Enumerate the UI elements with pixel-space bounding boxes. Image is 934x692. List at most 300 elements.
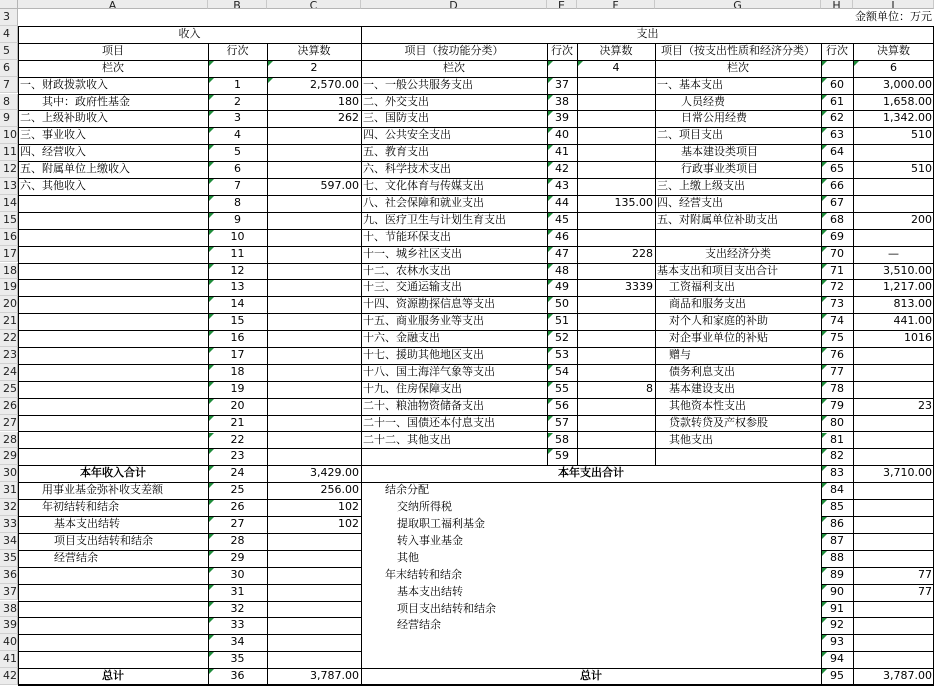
expense-econ-row-no[interactable]: 80	[830, 415, 844, 429]
expense-econ-amount[interactable]: 1,217.00	[883, 280, 932, 294]
expense-summary-label[interactable]	[361, 651, 821, 668]
income-item-label[interactable]	[18, 364, 208, 381]
expense-summary-amount[interactable]	[853, 516, 934, 533]
expense-summary-row-no[interactable]: 95	[830, 669, 844, 683]
income-item-label[interactable]: 年初结转和结余	[42, 500, 119, 514]
row-header[interactable]: 5	[0, 43, 18, 60]
expense-econ-row-no[interactable]: 68	[830, 212, 844, 226]
expense-func-amount[interactable]	[577, 77, 655, 94]
expense-econ-amount[interactable]: 200	[911, 212, 932, 226]
expense-func-row-no[interactable]: 55	[555, 381, 569, 395]
expense-summary-amount[interactable]	[853, 634, 934, 651]
expense-func-label[interactable]: 十四、资源勘探信息等支出	[363, 297, 495, 311]
expense-summary-label[interactable]: 经营结余	[397, 618, 441, 632]
expense-econ-label[interactable]: 支出经济分类	[705, 246, 771, 260]
row-header[interactable]: 19	[0, 279, 18, 296]
expense-econ-label[interactable]	[655, 448, 821, 465]
expense-econ-label[interactable]: 二、项目支出	[657, 128, 723, 142]
income-amount[interactable]	[267, 432, 361, 449]
income-row-no[interactable]: 8	[234, 195, 241, 209]
expense-summary-label[interactable]: 项目支出结转和结余	[397, 601, 496, 615]
expense-summary-row-no[interactable]: 89	[830, 567, 844, 581]
row-header[interactable]: 7	[0, 77, 18, 94]
expense-econ-amount[interactable]	[853, 381, 934, 398]
income-row-no[interactable]: 33	[230, 618, 245, 632]
income-item-label[interactable]: 三、事业收入	[20, 128, 86, 142]
expense-func-amount[interactable]	[577, 161, 655, 178]
income-row-no[interactable]: 9	[234, 212, 241, 226]
expense-econ-label[interactable]	[655, 229, 821, 246]
expense-econ-label[interactable]: 基本建设支出	[669, 381, 735, 395]
income-header[interactable]: 收入	[178, 26, 201, 40]
income-row-no[interactable]: 10	[230, 229, 245, 243]
row-header[interactable]: 25	[0, 381, 18, 398]
expense-econ-amount[interactable]	[853, 178, 934, 195]
expense-econ-label[interactable]: 债务利息支出	[669, 364, 735, 378]
income-item-label[interactable]: 二、上级补助收入	[20, 111, 108, 125]
expense-econ-amount[interactable]: 510	[911, 162, 932, 176]
expense-econ-label[interactable]: 工资福利支出	[669, 280, 735, 294]
income-amount[interactable]	[267, 229, 361, 246]
income-row-no[interactable]: 7	[234, 179, 241, 192]
expense-func-amount[interactable]	[577, 313, 655, 330]
income-amount[interactable]	[267, 533, 361, 550]
expense-econ-label[interactable]: 日常公用经费	[681, 111, 747, 125]
expense-econ-row-no[interactable]: 82	[830, 449, 844, 463]
income-row-no[interactable]: 29	[230, 550, 245, 564]
expense-func-amount[interactable]: 8	[646, 381, 653, 395]
row-header[interactable]: 13	[0, 178, 18, 195]
income-amount[interactable]	[267, 212, 361, 229]
expense-func-row-no[interactable]: 56	[555, 398, 569, 412]
expense-func-label[interactable]: 一、一般公共服务支出	[363, 77, 473, 91]
row-header[interactable]: 24	[0, 364, 18, 381]
header-item[interactable]: 项目	[102, 43, 124, 57]
expense-func-label[interactable]: 二十二、其他支出	[363, 432, 451, 446]
income-item-label[interactable]	[18, 415, 208, 432]
income-amount[interactable]	[267, 313, 361, 330]
income-item-label[interactable]	[18, 229, 208, 246]
expense-summary-row-no[interactable]: 92	[830, 618, 844, 632]
income-item-label[interactable]	[18, 279, 208, 296]
expense-econ-amount[interactable]	[853, 432, 934, 449]
income-row-no[interactable]: 16	[230, 331, 245, 345]
expense-func-row-no[interactable]: 37	[555, 77, 569, 91]
income-row-no[interactable]: 15	[230, 314, 245, 328]
income-item-label[interactable]	[18, 246, 208, 263]
row-header[interactable]: 26	[0, 398, 18, 415]
income-row-no[interactable]: 6	[234, 162, 241, 176]
lanci-label[interactable]: 栏次	[727, 60, 749, 74]
income-item-label[interactable]: 六、其他收入	[20, 179, 86, 192]
expense-econ-label[interactable]: 贷款转贷及产权参股	[669, 415, 768, 429]
income-row-no[interactable]: 1	[234, 77, 241, 91]
income-row-no[interactable]: 11	[230, 246, 245, 260]
income-row-no[interactable]: 19	[230, 381, 245, 395]
expense-func-label[interactable]: 八、社会保障和就业支出	[363, 195, 484, 209]
expense-func-row-no[interactable]: 46	[555, 229, 569, 243]
expense-econ-row-no[interactable]: 69	[830, 229, 844, 243]
expense-func-label[interactable]: 十六、金融支出	[363, 331, 440, 345]
expense-func-amount[interactable]	[577, 448, 655, 465]
income-item-label[interactable]	[18, 195, 208, 212]
income-item-label[interactable]: 经营结余	[54, 550, 98, 564]
expense-econ-amount[interactable]	[853, 229, 934, 246]
expense-summary-label[interactable]: 提取职工福利基金	[397, 517, 485, 530]
income-item-label[interactable]: 五、附属单位上缴收入	[20, 162, 130, 176]
expense-econ-amount[interactable]: 441.00	[893, 314, 932, 328]
income-row-no[interactable]: 20	[230, 398, 245, 412]
income-amount[interactable]: 102	[338, 517, 359, 530]
expense-econ-row-no[interactable]: 71	[830, 263, 844, 277]
income-row-no[interactable]: 36	[230, 669, 245, 683]
expense-func-label[interactable]: 十、节能环保支出	[363, 229, 451, 243]
expense-summary-label[interactable]: 转入事业基金	[397, 533, 463, 547]
expense-summary-label[interactable]	[361, 634, 821, 651]
expense-summary-amount[interactable]: 3,710.00	[883, 466, 932, 480]
header-row-no[interactable]: 行次	[826, 43, 848, 57]
income-amount[interactable]	[267, 246, 361, 263]
expense-econ-label[interactable]: 对企事业单位的补贴	[669, 331, 768, 345]
expense-func-amount[interactable]	[577, 212, 655, 229]
expense-econ-label[interactable]: 五、对附属单位补助支出	[657, 212, 778, 226]
column-header[interactable]: C	[267, 0, 361, 9]
income-amount[interactable]	[267, 263, 361, 280]
income-amount[interactable]	[267, 161, 361, 178]
expense-summary-amount[interactable]: 3,787.00	[883, 669, 932, 683]
expense-econ-label[interactable]: 其他支出	[669, 432, 713, 446]
header-amount[interactable]: 决算数	[599, 43, 633, 57]
income-amount[interactable]	[267, 415, 361, 432]
income-amount[interactable]	[267, 144, 361, 161]
income-amount[interactable]	[267, 651, 361, 668]
income-amount[interactable]	[267, 296, 361, 313]
income-item-label[interactable]	[18, 634, 208, 651]
expense-econ-row-no[interactable]: 73	[830, 297, 844, 311]
income-row-no[interactable]: 21	[230, 415, 245, 429]
income-row-no[interactable]: 22	[230, 432, 245, 446]
expense-func-label[interactable]: 七、文化体育与传媒支出	[363, 179, 484, 192]
expense-econ-label[interactable]: 赠与	[669, 348, 691, 361]
income-item-label[interactable]: 项目支出结转和结余	[54, 533, 153, 547]
income-row-no[interactable]: 12	[230, 263, 245, 277]
expense-econ-amount[interactable]	[853, 195, 934, 212]
expense-func-amount[interactable]: 3339	[625, 280, 653, 294]
row-header[interactable]: 39	[0, 617, 18, 634]
income-item-label[interactable]: 用事业基金弥补收支差额	[42, 483, 163, 497]
expense-func-label[interactable]: 十八、国土海洋气象等支出	[363, 364, 495, 378]
lanci-label[interactable]: 栏次	[102, 60, 124, 74]
expense-func-row-no[interactable]: 48	[555, 263, 569, 277]
expense-summary-row-no[interactable]: 88	[830, 550, 844, 564]
income-item-label[interactable]	[18, 263, 208, 280]
row-header[interactable]: 42	[0, 668, 18, 685]
expense-func-label[interactable]: 三、国防支出	[363, 111, 429, 125]
income-row-no[interactable]: 27	[230, 517, 245, 530]
expense-summary-label[interactable]: 其他	[397, 550, 419, 564]
expense-summary-row-no[interactable]: 86	[830, 517, 844, 530]
expense-func-label[interactable]: 二十一、国债还本付息支出	[363, 415, 495, 429]
column-header[interactable]: D	[361, 0, 547, 9]
expense-func-label[interactable]: 十五、商业服务业等支出	[363, 314, 484, 328]
expense-func-label[interactable]: 二、外交支出	[363, 94, 429, 108]
header-item-econ[interactable]: 项目（按支出性质和经济分类）	[661, 43, 815, 57]
income-amount[interactable]: 262	[338, 111, 359, 125]
expense-summary-amount[interactable]: 77	[918, 584, 932, 598]
expense-econ-label[interactable]: 基本建设类项目	[681, 145, 758, 159]
column-header[interactable]: A	[18, 0, 208, 9]
income-amount[interactable]: 102	[338, 500, 359, 514]
expense-func-amount[interactable]	[577, 330, 655, 347]
income-item-label[interactable]	[18, 381, 208, 398]
expense-econ-row-no[interactable]: 67	[830, 195, 844, 209]
income-row-no[interactable]: 3	[234, 111, 241, 125]
expense-func-row-no[interactable]: 47	[555, 246, 569, 260]
expense-func-label[interactable]: 十七、援助其他地区支出	[363, 348, 484, 361]
income-amount[interactable]: 3,429.00	[310, 466, 359, 480]
expense-func-row-no[interactable]: 41	[555, 145, 569, 159]
income-item-label[interactable]	[18, 584, 208, 601]
expense-econ-label[interactable]: 基本支出和项目支出合计	[657, 263, 778, 277]
expense-func-label[interactable]: 十一、城乡社区支出	[363, 246, 462, 260]
income-item-label[interactable]	[18, 398, 208, 415]
expense-func-row-no[interactable]: 58	[555, 432, 569, 446]
income-amount[interactable]	[267, 381, 361, 398]
expense-econ-row-no[interactable]: 62	[830, 111, 844, 125]
row-header[interactable]: 23	[0, 347, 18, 364]
income-amount[interactable]	[267, 398, 361, 415]
expense-econ-row-no[interactable]: 61	[830, 94, 844, 108]
income-row-no[interactable]: 24	[230, 466, 245, 480]
income-item-label[interactable]	[18, 617, 208, 634]
expense-econ-row-no[interactable]: 70	[830, 246, 844, 260]
row-header[interactable]: 29	[0, 448, 18, 465]
income-row-no[interactable]: 30	[230, 567, 245, 581]
unit-label[interactable]: 金额单位：万元	[855, 10, 932, 23]
expense-summary-amount[interactable]	[853, 550, 934, 567]
expense-econ-amount[interactable]	[853, 448, 934, 465]
expense-func-label[interactable]: 九、医疗卫生与计划生育支出	[363, 212, 506, 226]
expense-func-amount[interactable]	[577, 296, 655, 313]
expense-econ-row-no[interactable]: 72	[830, 280, 844, 294]
expense-func-amount[interactable]	[577, 432, 655, 449]
income-item-label[interactable]: 其中：政府性基金	[42, 94, 130, 108]
row-header[interactable]: 12	[0, 161, 18, 178]
expense-func-row-no[interactable]: 38	[555, 94, 569, 108]
income-amount[interactable]: 597.00	[320, 179, 359, 192]
expense-econ-amount[interactable]: 1016	[904, 331, 932, 345]
row-header[interactable]: 8	[0, 94, 18, 111]
expense-summary-amount[interactable]	[853, 651, 934, 668]
row-header[interactable]: 22	[0, 330, 18, 347]
income-item-label[interactable]: 总计	[102, 669, 124, 683]
expense-econ-amount[interactable]: —	[888, 246, 899, 260]
expense-func-amount[interactable]: 135.00	[614, 195, 653, 209]
expense-econ-row-no[interactable]: 76	[830, 348, 844, 361]
row-header[interactable]: 36	[0, 567, 18, 584]
expense-func-label[interactable]: 四、公共安全支出	[363, 128, 451, 142]
income-row-no[interactable]: 28	[230, 533, 245, 547]
header-item-func[interactable]: 项目（按功能分类）	[404, 43, 504, 57]
row-header[interactable]: 34	[0, 533, 18, 550]
row-header[interactable]: 6	[0, 60, 18, 77]
income-row-no[interactable]: 2	[234, 94, 241, 108]
income-amount[interactable]	[267, 617, 361, 634]
row-header[interactable]: 18	[0, 263, 18, 280]
expense-econ-amount[interactable]: 1,342.00	[883, 111, 932, 125]
lanci-label[interactable]: 栏次	[443, 60, 465, 74]
expense-func-row-no[interactable]: 43	[555, 179, 569, 192]
row-header[interactable]: 15	[0, 212, 18, 229]
expense-econ-label[interactable]: 行政事业类项目	[681, 162, 758, 176]
row-header[interactable]: 28	[0, 432, 18, 449]
header-row-no[interactable]: 行次	[551, 43, 573, 57]
expense-econ-label[interactable]: 人员经费	[681, 94, 725, 108]
expense-econ-row-no[interactable]: 66	[830, 179, 844, 192]
row-header[interactable]: 14	[0, 195, 18, 212]
expense-econ-amount[interactable]: 3,000.00	[883, 77, 932, 91]
row-header[interactable]: 10	[0, 127, 18, 144]
row-header[interactable]: 30	[0, 465, 18, 482]
income-amount[interactable]: 3,787.00	[310, 669, 359, 683]
expense-econ-row-no[interactable]: 64	[830, 145, 844, 159]
row-header[interactable]: 11	[0, 144, 18, 161]
income-item-label[interactable]: 基本支出结转	[54, 517, 120, 530]
expense-econ-amount[interactable]	[853, 364, 934, 381]
expense-func-amount[interactable]	[577, 364, 655, 381]
expense-summary-label[interactable]: 结余分配	[385, 483, 429, 497]
expense-func-amount[interactable]	[577, 94, 655, 111]
row-header[interactable]: 33	[0, 516, 18, 533]
income-amount[interactable]: 180	[338, 94, 359, 108]
income-item-label[interactable]	[18, 651, 208, 668]
row-header[interactable]: 21	[0, 313, 18, 330]
row-header[interactable]: 17	[0, 246, 18, 263]
income-item-label[interactable]	[18, 432, 208, 449]
row-header[interactable]: 20	[0, 296, 18, 313]
expense-econ-amount[interactable]: 813.00	[893, 297, 932, 311]
expense-func-row-no[interactable]: 57	[555, 415, 569, 429]
row-header[interactable]: 3	[0, 9, 18, 26]
expense-summary-row-no[interactable]: 84	[830, 483, 844, 497]
income-item-label[interactable]	[18, 313, 208, 330]
lanci-number[interactable]: 2	[310, 60, 318, 74]
row-header[interactable]: 16	[0, 229, 18, 246]
expense-econ-row-no[interactable]: 74	[830, 314, 844, 328]
income-item-label[interactable]	[18, 347, 208, 364]
expense-func-row-no[interactable]: 40	[555, 128, 569, 142]
expense-econ-amount[interactable]: 3,510.00	[883, 263, 932, 277]
expense-func-row-no[interactable]: 53	[555, 348, 569, 361]
expense-header[interactable]: 支出	[636, 26, 659, 40]
expense-econ-row-no[interactable]: 77	[830, 364, 844, 378]
income-row-no[interactable]: 35	[230, 652, 245, 666]
row-header[interactable]: 38	[0, 601, 18, 618]
income-amount[interactable]	[267, 601, 361, 618]
expense-func-row-no[interactable]: 39	[555, 111, 569, 125]
income-row-no[interactable]: 13	[230, 280, 245, 294]
expense-func-row-no[interactable]: 45	[555, 212, 569, 226]
header-amount[interactable]: 决算数	[877, 43, 910, 57]
expense-func-row-no[interactable]: 44	[555, 195, 569, 209]
expense-econ-row-no[interactable]: 78	[830, 381, 844, 395]
expense-func-label[interactable]: 二十、粮油物资储备支出	[363, 398, 484, 412]
income-row-no[interactable]: 26	[230, 500, 245, 514]
expense-econ-amount[interactable]: 1,658.00	[883, 94, 932, 108]
expense-summary-label[interactable]: 本年支出合计	[558, 466, 624, 480]
expense-summary-label[interactable]: 交纳所得税	[397, 500, 452, 514]
expense-summary-amount[interactable]	[853, 482, 934, 499]
expense-func-row-no[interactable]: 50	[555, 297, 569, 311]
expense-econ-row-no[interactable]: 65	[830, 162, 844, 176]
income-row-no[interactable]: 31	[230, 584, 245, 598]
income-item-label[interactable]	[18, 567, 208, 584]
expense-func-label[interactable]: 六、科学技术支出	[363, 162, 451, 176]
column-header[interactable]: B	[208, 0, 267, 9]
expense-summary-row-no[interactable]: 85	[830, 500, 844, 514]
expense-func-label[interactable]: 十三、交通运输支出	[363, 280, 462, 294]
select-all-corner[interactable]	[0, 0, 18, 9]
expense-func-label[interactable]: 十二、农林水支出	[363, 263, 451, 277]
expense-summary-amount[interactable]	[853, 533, 934, 550]
income-amount[interactable]	[267, 567, 361, 584]
expense-func-row-no[interactable]: 51	[555, 314, 569, 328]
expense-func-amount[interactable]	[577, 347, 655, 364]
income-item-label[interactable]	[18, 601, 208, 618]
income-row-no[interactable]: 34	[230, 635, 245, 649]
expense-func-row-no[interactable]: 49	[555, 280, 569, 294]
expense-summary-label[interactable]: 基本支出结转	[397, 584, 463, 598]
income-row-no[interactable]: 32	[230, 601, 245, 615]
row-header[interactable]: 31	[0, 482, 18, 499]
expense-func-amount[interactable]	[577, 127, 655, 144]
expense-func-amount[interactable]	[577, 398, 655, 415]
expense-econ-amount[interactable]	[853, 415, 934, 432]
income-amount[interactable]	[267, 448, 361, 465]
expense-econ-amount[interactable]: 23	[918, 398, 932, 412]
expense-func-amount[interactable]	[577, 178, 655, 195]
income-row-no[interactable]: 17	[230, 348, 245, 361]
expense-econ-amount[interactable]	[853, 347, 934, 364]
expense-summary-row-no[interactable]: 90	[830, 584, 844, 598]
expense-func-row-no[interactable]: 54	[555, 364, 569, 378]
expense-summary-row-no[interactable]: 91	[830, 601, 844, 615]
expense-summary-amount[interactable]	[853, 617, 934, 634]
expense-summary-row-no[interactable]: 87	[830, 533, 844, 547]
income-row-no[interactable]: 5	[234, 145, 241, 159]
expense-summary-amount[interactable]	[853, 601, 934, 618]
expense-econ-row-no[interactable]: 75	[830, 331, 844, 345]
expense-func-row-no[interactable]: 59	[555, 449, 569, 463]
column-header[interactable]: H	[821, 0, 853, 9]
income-amount[interactable]	[267, 279, 361, 296]
expense-summary-amount[interactable]: 77	[918, 567, 932, 581]
income-row-no[interactable]: 23	[230, 449, 245, 463]
expense-econ-row-no[interactable]: 81	[830, 432, 844, 446]
header-amount[interactable]: 决算数	[297, 43, 331, 57]
expense-func-row-no[interactable]: 52	[555, 331, 569, 345]
expense-func-label[interactable]: 十九、住房保障支出	[363, 381, 462, 395]
expense-econ-label[interactable]: 四、经营支出	[657, 195, 723, 209]
income-amount[interactable]	[267, 634, 361, 651]
expense-func-amount[interactable]	[577, 229, 655, 246]
expense-summary-label[interactable]: 总计	[580, 669, 602, 683]
income-amount[interactable]	[267, 195, 361, 212]
income-amount[interactable]	[267, 364, 361, 381]
income-row-no[interactable]: 14	[230, 297, 245, 311]
expense-func-amount[interactable]	[577, 415, 655, 432]
income-item-label[interactable]: 本年收入合计	[80, 466, 146, 480]
